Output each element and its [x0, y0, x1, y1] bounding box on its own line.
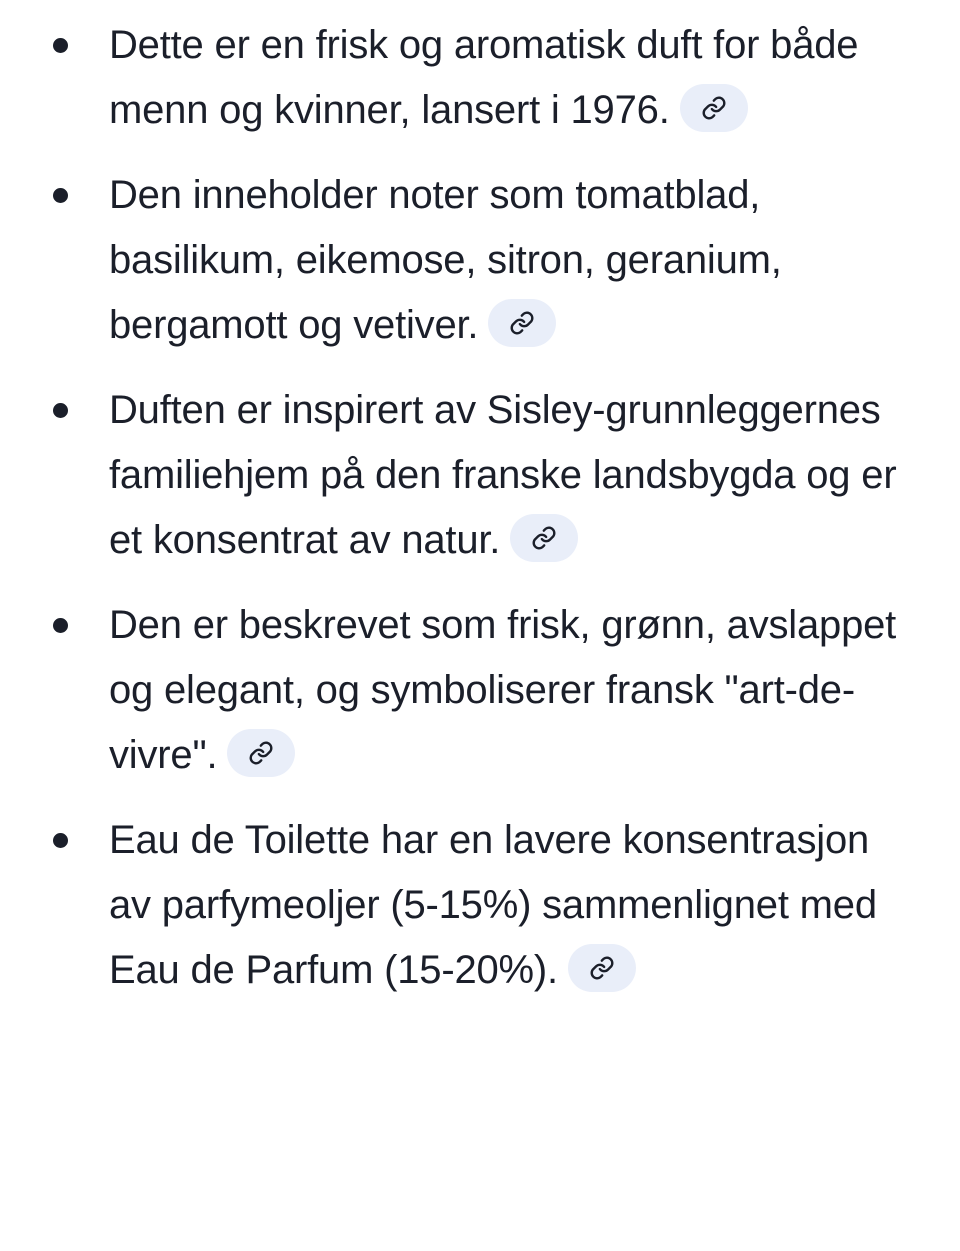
link-icon: [701, 95, 727, 121]
list-item: [0, 378, 960, 573]
link-icon: [248, 740, 274, 766]
item-text: Den inneholder noter som tomatblad, basilikum, eikemose, sitron, geranium, bergamott og vetiver.: [109, 173, 782, 347]
bullet-dot: [53, 833, 68, 848]
bullet-dot: [53, 188, 68, 203]
link-icon: [589, 955, 615, 981]
source-link-button[interactable]: [510, 514, 578, 562]
source-link-button[interactable]: [488, 299, 556, 347]
bullet-dot: [53, 618, 68, 633]
item-text: Eau de Toilette har en lavere konsentrasjon av parfymeoljer (5-15%) sammenlignet med Eau de Parfum (15-20%).: [109, 818, 877, 992]
bullet-dot: [53, 38, 68, 53]
source-link-button[interactable]: [680, 84, 748, 132]
list-item: [0, 808, 960, 1003]
source-link-button[interactable]: [568, 944, 636, 992]
list-item: [0, 163, 960, 358]
item-text: Duften er inspirert av Sisley-grunnleggernes familiehjem på den franske landsbygda og er et konsentrat av natur.: [109, 388, 897, 562]
link-icon: [509, 310, 535, 336]
source-link-button[interactable]: [227, 729, 295, 777]
list-item: [0, 593, 960, 788]
list-item: [0, 13, 960, 143]
bullet-list: [0, 13, 960, 1003]
link-icon: [531, 525, 557, 551]
item-text: Dette er en frisk og aromatisk duft for både menn og kvinner, lansert i 1976.: [109, 23, 859, 132]
item-text: Den er beskrevet som frisk, grønn, avslappet og elegant, og symboliserer fransk "art-de-vivre".: [109, 603, 897, 777]
bullet-dot: [53, 403, 68, 418]
